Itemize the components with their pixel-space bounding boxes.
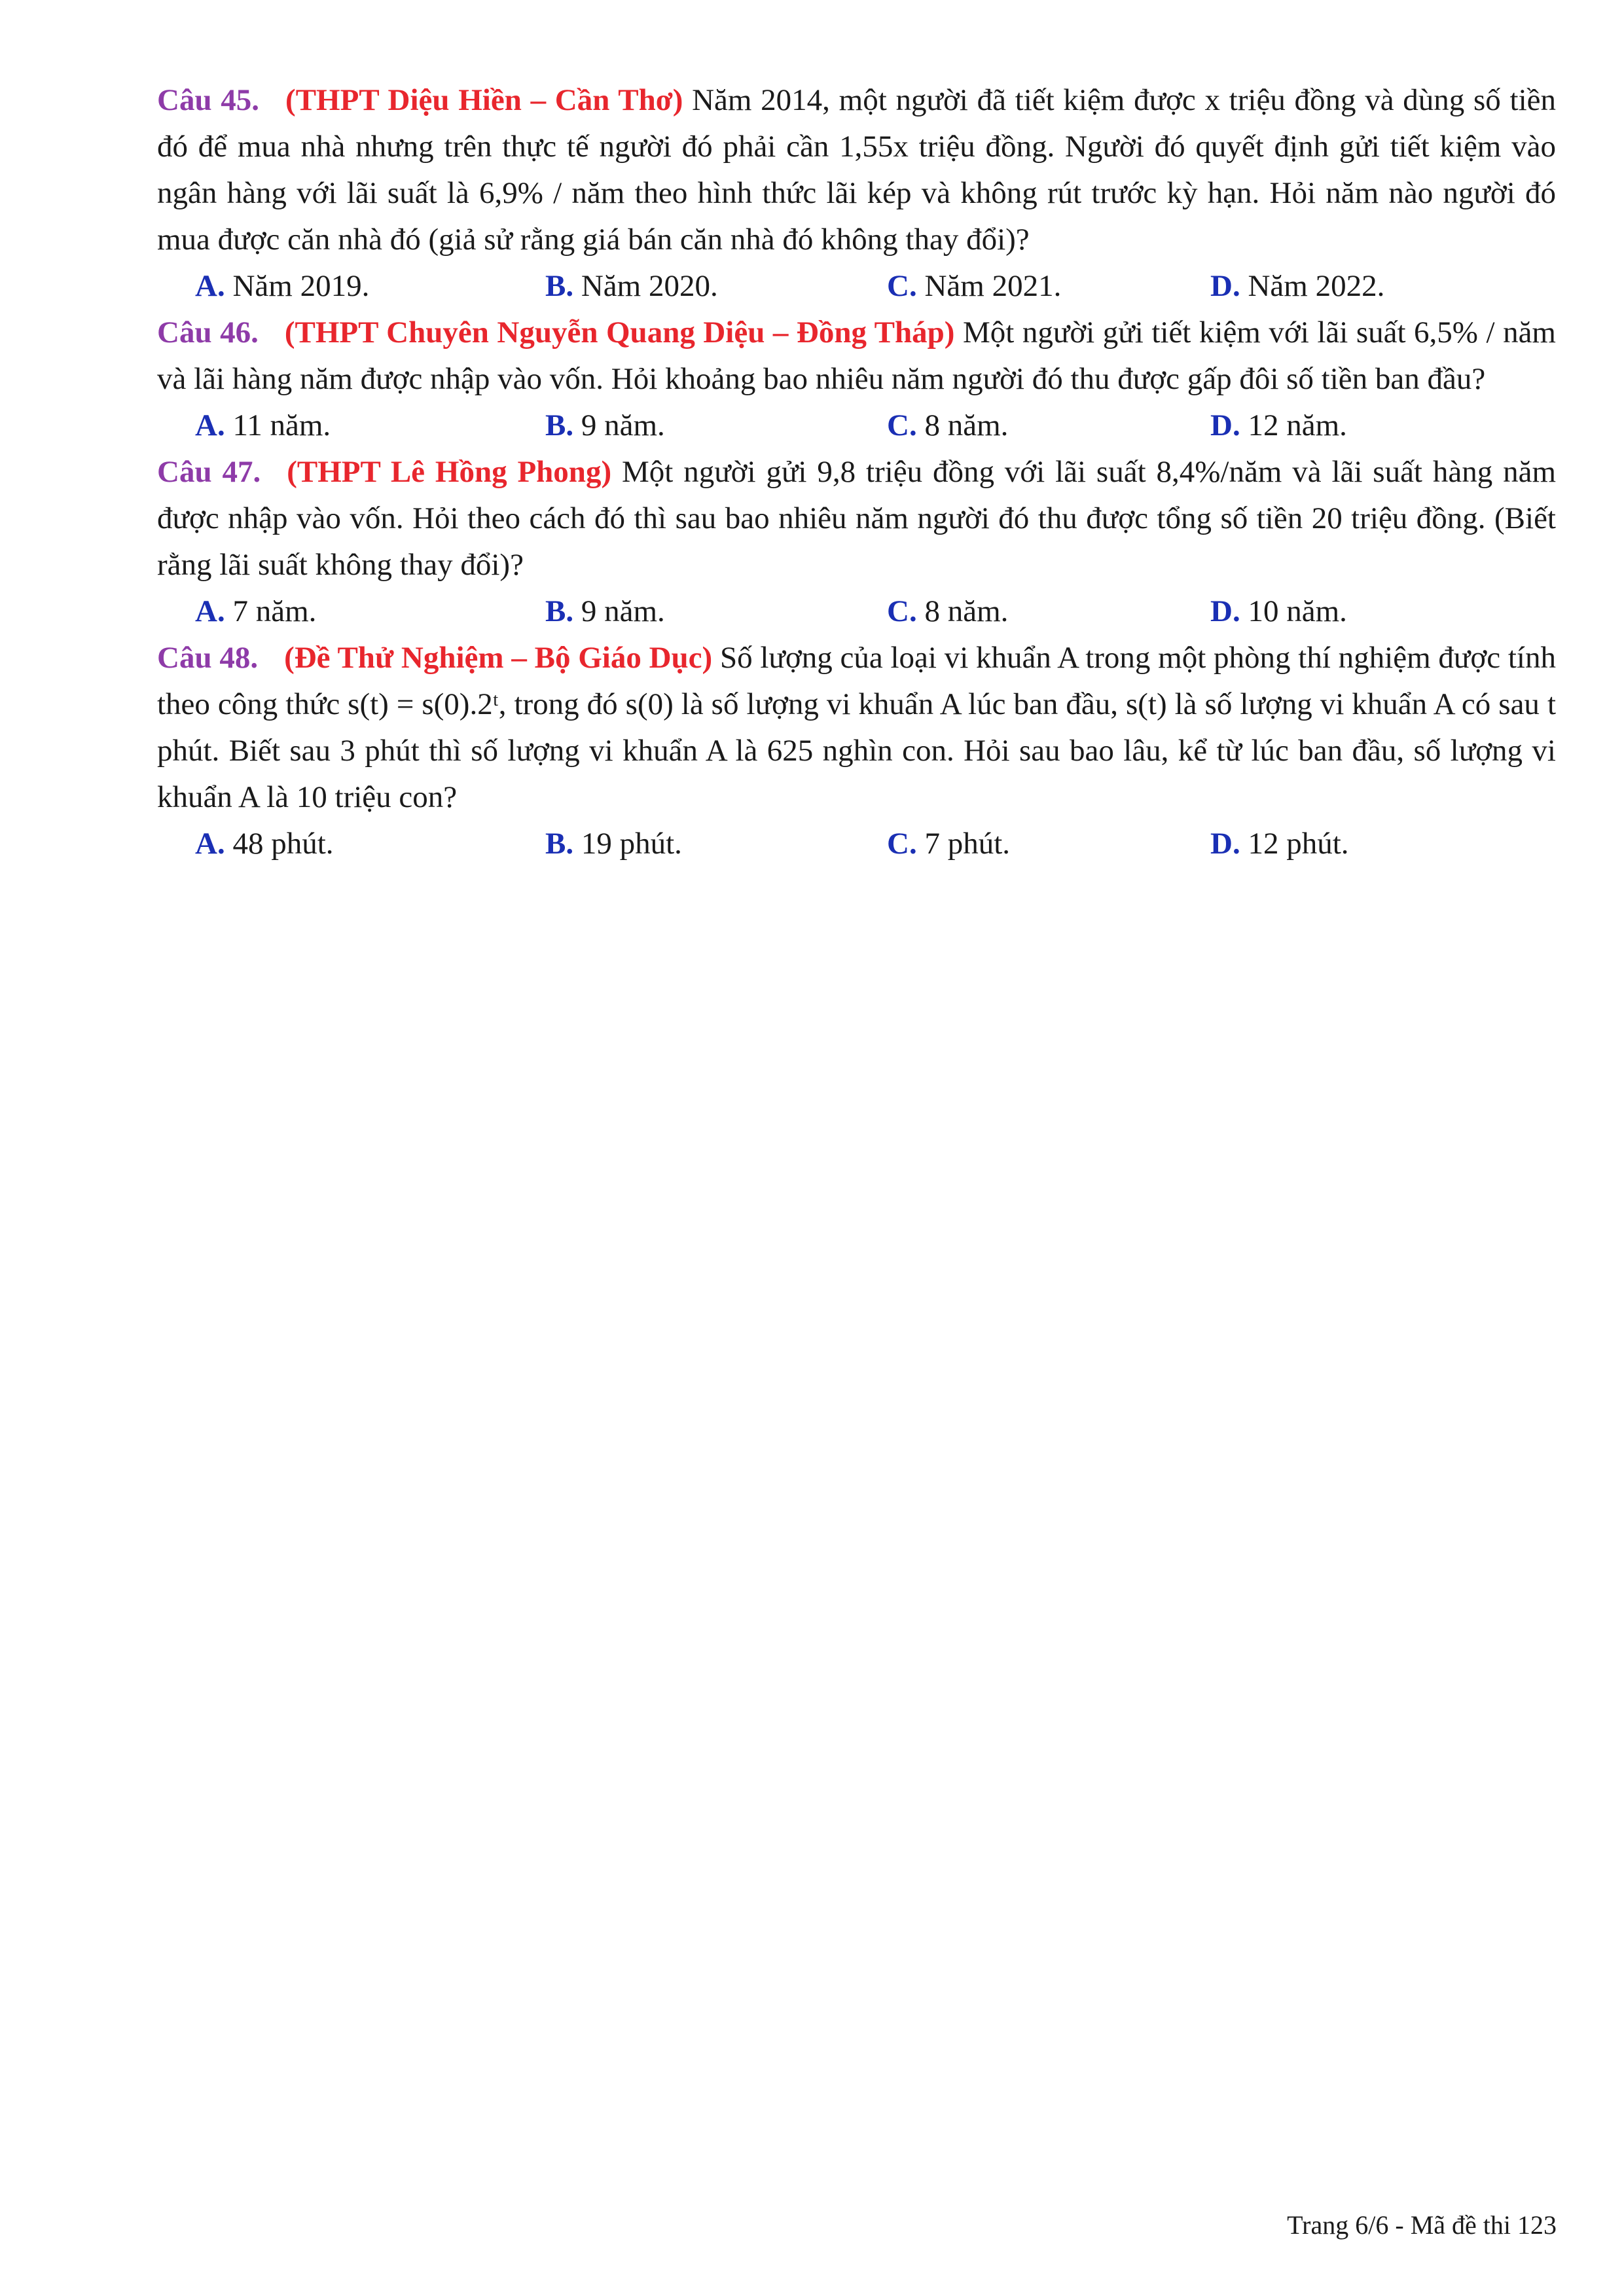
question-45-body <box>157 77 1556 263</box>
question-47 <box>157 449 1556 635</box>
question-text: Một người gửi tiết kiệm với lãi suất 6,5% / năm và lãi hàng năm được nhập vào vốn. Hỏi khoảng bao nhiêu năm người đó thu được gấp đôi số tiền ban đầu? <box>157 315 1556 396</box>
option-b[interactable]: B. 9 năm. <box>545 594 665 628</box>
question-text: Số lượng của loại vi khuẩn A trong một phòng thí nghiệm được tính theo công thức s(t) = s(0).2ᵗ, trong đó s(0) là số lượng vi khuẩn A lúc ban đầu, s(t) là số lượng vi khuẩn A có sau t phút. Biết sau 3 phút thì số lượng vi khuẩn A là 625 nghìn con. Hỏi sau bao lâu, kể từ lúc ban đầu, số lượng vi khuẩn A là 10 triệu con? <box>157 641 1556 814</box>
option-c[interactable]: C. 8 năm. <box>887 594 1009 628</box>
option-c[interactable]: C. Năm 2021. <box>887 269 1062 303</box>
question-47-body <box>157 449 1556 588</box>
exam-page <box>157 77 1556 867</box>
answer-options <box>157 263 1556 310</box>
page-footer: Trang 6/6 - Mã đề thi 123 <box>1287 2210 1557 2240</box>
answer-options <box>157 821 1556 867</box>
option-a[interactable]: A. Năm 2019. <box>195 269 370 303</box>
question-source: (Đề Thử Nghiệm – Bộ Giáo Dục) <box>284 641 713 675</box>
question-number: Câu 45. <box>157 83 260 117</box>
question-number: Câu 48. <box>157 641 259 675</box>
question-source: (THPT Chuyên Nguyễn Quang Diệu – Đồng Tháp) <box>284 315 955 350</box>
answer-options <box>157 403 1556 449</box>
question-source: (THPT Diệu Hiền – Cần Thơ) <box>285 83 683 117</box>
question-source: (THPT Lê Hồng Phong) <box>287 455 612 489</box>
option-a[interactable]: A. 11 năm. <box>195 408 331 442</box>
option-c[interactable]: C. 7 phút. <box>887 827 1011 861</box>
option-b[interactable]: B. Năm 2020. <box>545 269 718 303</box>
option-d[interactable]: D. 10 năm. <box>1210 594 1347 628</box>
option-d[interactable]: D. 12 năm. <box>1210 408 1347 442</box>
question-48-body <box>157 635 1556 821</box>
option-b[interactable]: B. 9 năm. <box>545 408 665 442</box>
option-b[interactable]: B. 19 phút. <box>545 827 682 861</box>
question-48 <box>157 635 1556 867</box>
question-46 <box>157 310 1556 449</box>
answer-options <box>157 588 1556 635</box>
question-number: Câu 47. <box>157 455 261 489</box>
option-c[interactable]: C. 8 năm. <box>887 408 1009 442</box>
question-46-body <box>157 310 1556 403</box>
option-d[interactable]: D. 12 phút. <box>1210 827 1349 861</box>
option-d[interactable]: D. Năm 2022. <box>1210 269 1385 303</box>
option-a[interactable]: A. 48 phút. <box>195 827 334 861</box>
question-number: Câu 46. <box>157 315 259 350</box>
option-a[interactable]: A. 7 năm. <box>195 594 317 628</box>
question-text: Năm 2014, một người đã tiết kiệm được x triệu đồng và dùng số tiền đó để mua nhà nhưng trên thực tế người đó phải cần 1,55x triệu đồng. Người đó quyết định gửi tiết kiệm vào ngân hàng với lãi suất là 6,9% / năm theo hình thức lãi kép và không rút trước kỳ hạn. Hỏi năm nào người đó mua được căn nhà đó (giả sử rằng giá bán căn nhà đó không thay đổi)? <box>157 83 1556 257</box>
question-45 <box>157 77 1556 310</box>
question-text: Một người gửi 9,8 triệu đồng với lãi suất 8,4%/năm và lãi suất hàng năm được nhập vào vốn. Hỏi theo cách đó thì sau bao nhiêu năm người đó thu được tổng số tiền 20 triệu đồng. (Biết rằng lãi suất không thay đổi)? <box>157 455 1556 582</box>
